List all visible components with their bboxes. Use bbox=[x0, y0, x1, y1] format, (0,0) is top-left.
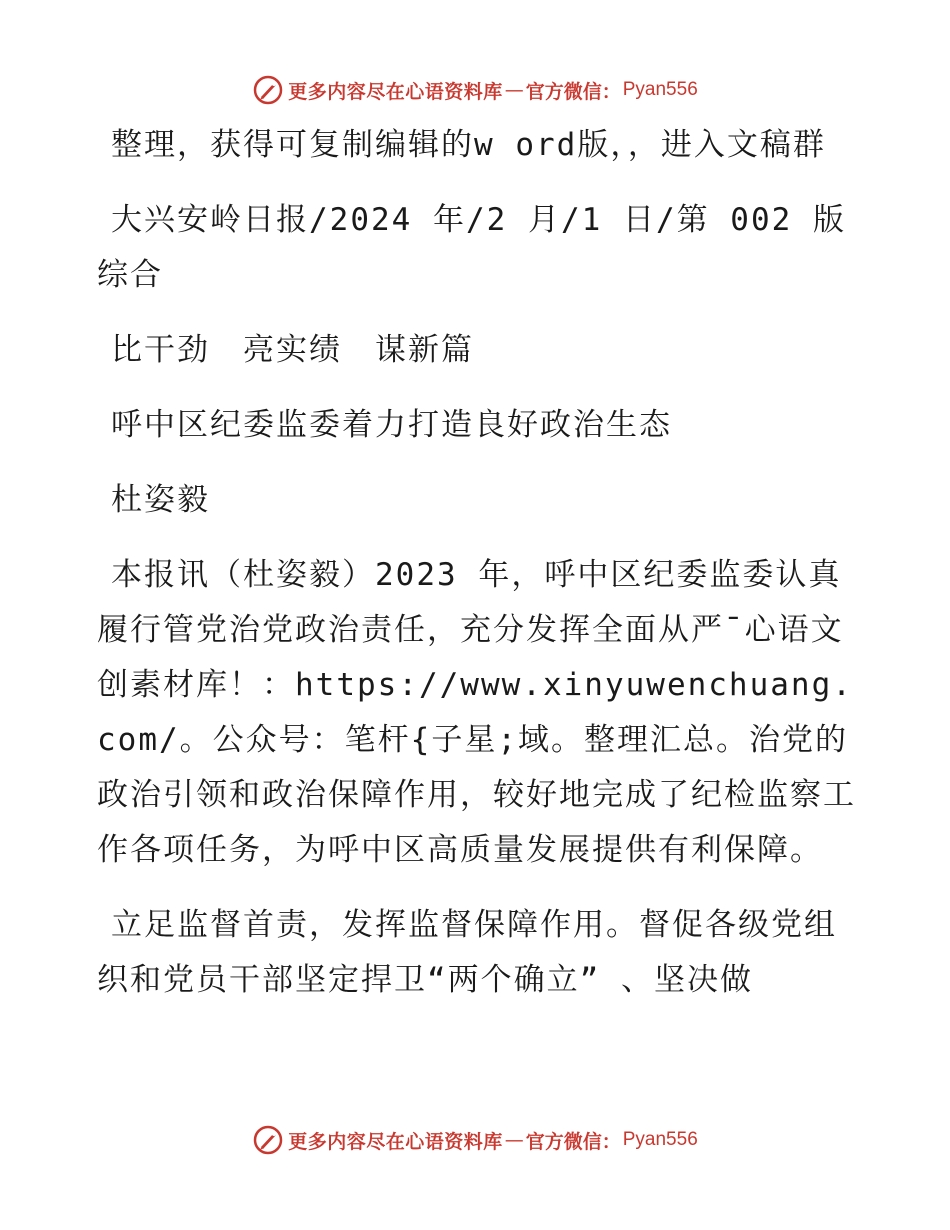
intro-note: 整理，获得可复制编辑的w ord版，，进入文稿群 bbox=[111, 127, 826, 163]
header-banner bbox=[0, 70, 950, 110]
document-body bbox=[97, 118, 857, 1028]
author-byline: 杜姿毅 bbox=[111, 482, 210, 518]
banner-separator: — bbox=[504, 79, 524, 101]
quill-logo-icon bbox=[252, 74, 284, 106]
banner-text: 更多内容尽在心语资料库 bbox=[288, 1130, 503, 1153]
column-title: 比干劲 亮实绩 谋新篇 bbox=[111, 332, 474, 368]
banner-wechat-id: Pyan556 bbox=[622, 79, 698, 100]
banner-wechat-label: 官方微信： bbox=[525, 1130, 621, 1153]
quill-logo-icon bbox=[252, 1124, 284, 1156]
body-paragraph: 本报讯（杜姿毅）2023 年，呼中区纪委监委认真履行管党治党政治责任，充分发挥全面从严¯心语文创素材库！：https://www.xinyuwenchuang.com/。公众号：笔杆{子星;域。整理汇总。治党的政治引领和政治保障作用，较好地完成了纪检监察工作各项任务，为呼中区高质量发展提供有利保障。 bbox=[97, 557, 856, 868]
article-headline: 呼中区纪委监委着力打造良好政治生态 bbox=[111, 407, 672, 443]
source-line: 大兴安岭日报/2024 年/2 月/1 日/第 002 版综合 bbox=[97, 202, 846, 293]
banner-wechat-label: 官方微信： bbox=[525, 80, 621, 103]
banner-separator: — bbox=[504, 1129, 524, 1151]
banner-text: 更多内容尽在心语资料库 bbox=[288, 80, 503, 103]
banner-wechat-id: Pyan556 bbox=[622, 1129, 698, 1150]
body-paragraph: 立足监督首责，发挥监督保障作用。督促各级党组织和党员干部坚定捍卫“两个确立” 、坚决做 bbox=[97, 907, 837, 998]
footer-banner bbox=[0, 1120, 950, 1160]
